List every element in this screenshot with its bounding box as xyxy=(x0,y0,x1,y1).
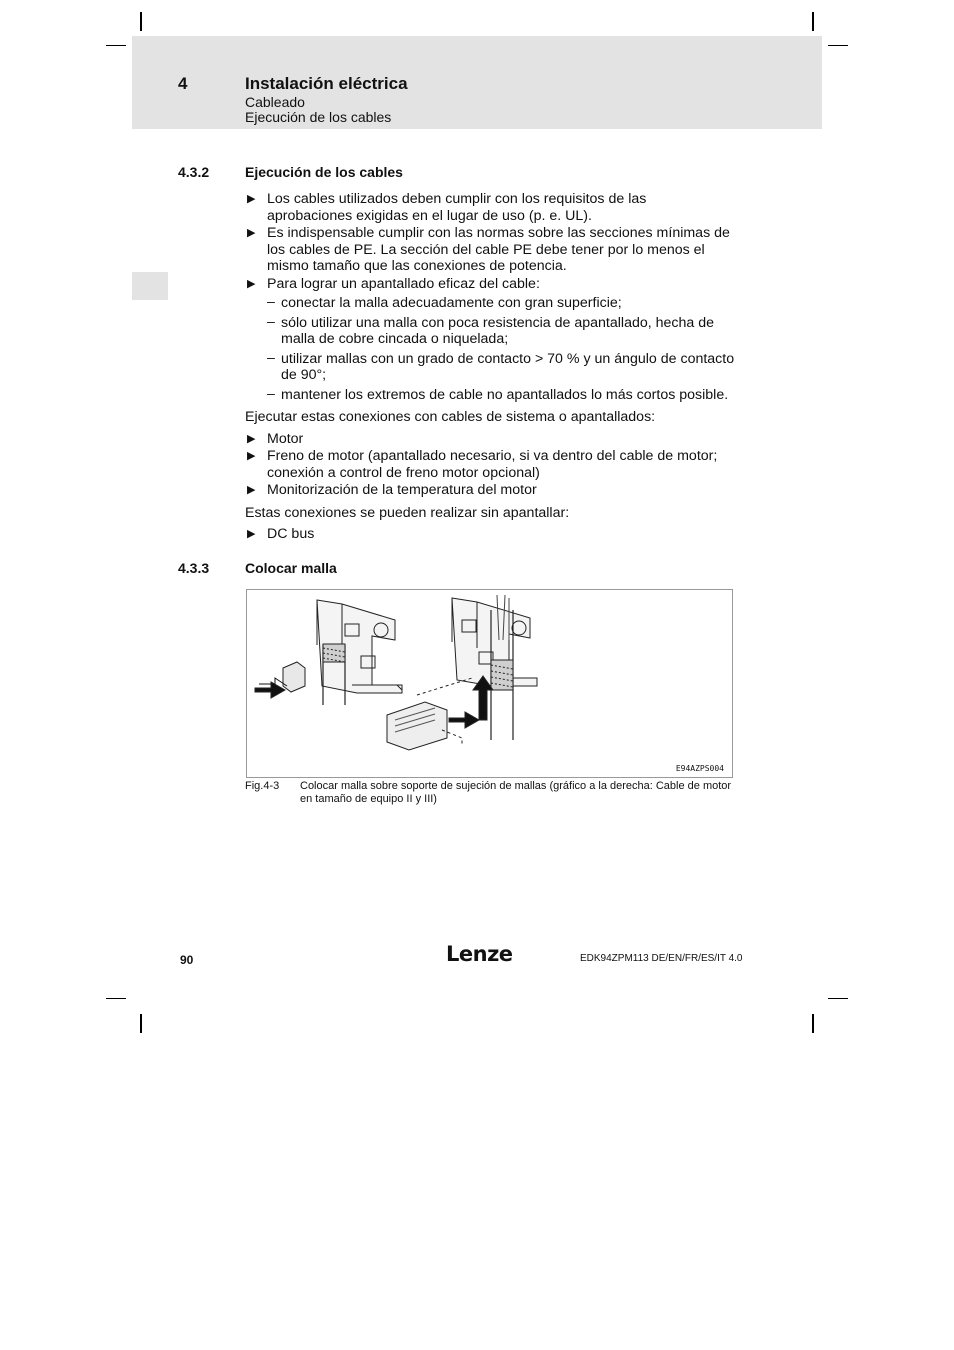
list-item: ▶ Freno de motor (apantallado necesario, si va dentro del cable de motor; conexión a control de freno motor opcional) xyxy=(247,448,718,481)
dash-icon: – xyxy=(267,313,275,330)
list-item: ▶ Monitorización de la temperatura del motor xyxy=(247,482,537,498)
sub-list-item: – conectar la malla adecuadamente con gran superficie; xyxy=(267,294,622,311)
sub-list-item: – sólo utilizar una malla con poca resistencia de apantallado, hecha de malla de cobre cincada o niquelada; xyxy=(267,313,714,347)
bullet-triangle-icon: ▶ xyxy=(247,432,256,445)
dash-icon: – xyxy=(267,294,275,310)
figure-code: E94AZPS004 xyxy=(675,764,724,773)
shield-clamp-illustration xyxy=(247,590,732,777)
lenze-logo: Lenze xyxy=(446,942,513,966)
dash-icon: – xyxy=(267,349,275,366)
bullet-triangle-icon: ▶ xyxy=(247,528,256,540)
bullet-triangle-icon: ▶ xyxy=(247,193,256,205)
crop-mark xyxy=(140,12,142,31)
section-number: 4.3.2 xyxy=(178,164,210,180)
crop-mark xyxy=(106,998,126,999)
header-band xyxy=(132,36,822,129)
crop-mark xyxy=(828,45,848,46)
crop-mark xyxy=(106,45,126,46)
section-title: Colocar malla xyxy=(245,560,337,576)
paragraph: Estas conexiones se pueden realizar sin apantallar: xyxy=(245,504,570,521)
breadcrumb-sub2: Ejecución de los cables xyxy=(245,109,392,125)
list-item: ▶ Motor xyxy=(247,430,304,447)
breadcrumb-sub1: Cableado xyxy=(245,94,305,110)
figure-label: Fig.4-3 xyxy=(245,780,280,792)
chapter-number: 4 xyxy=(178,74,188,93)
list-item: ▶ Es indispensable cumplir con las normas sobre las secciones mínimas de los cables de PE. La sección del cable PE debe tener por lo menos el mismo tamaño que las conexiones de potencia. xyxy=(247,225,730,274)
paragraph: Ejecutar estas conexiones con cables de sistema o apantallados: xyxy=(245,409,656,425)
bullet-triangle-icon: ▶ xyxy=(247,484,256,496)
dash-icon: – xyxy=(267,385,275,402)
figure-frame xyxy=(246,589,733,778)
crop-mark xyxy=(140,1014,142,1033)
crop-mark xyxy=(812,1014,814,1033)
sub-list-item: – utilizar mallas con un grado de contacto > 70 % y un ángulo de contacto de 90°; xyxy=(267,349,735,383)
list-item: ▶ Los cables utilizados deben cumplir con los requisitos de las aprobaciones exigidas en el lugar de uso (p. e. UL). xyxy=(247,191,647,224)
side-tab-marker xyxy=(132,272,168,300)
bullet-triangle-icon: ▶ xyxy=(247,227,256,239)
list-item: ▶ DC bus xyxy=(247,526,315,542)
list-item: ▶ Para lograr un apantallado eficaz del cable: xyxy=(247,275,540,292)
page-number: 90 xyxy=(180,953,194,967)
bullet-triangle-icon: ▶ xyxy=(247,277,256,290)
document-id: EDK94ZPM113 DE/EN/FR/ES/IT 4.0 xyxy=(580,953,743,964)
crop-mark xyxy=(828,998,848,999)
bullet-triangle-icon: ▶ xyxy=(247,450,256,462)
section-number: 4.3.3 xyxy=(178,560,210,576)
crop-mark xyxy=(812,12,814,31)
section-title: Ejecución de los cables xyxy=(245,164,403,180)
section-body xyxy=(245,191,735,544)
figure-caption: Colocar malla sobre soporte de sujeción de mallas (gráfico a la derecha: Cable de motor en tamaño de equipo II y III) xyxy=(300,780,732,805)
chapter-title: Instalación eléctrica xyxy=(245,74,408,93)
sub-list-item: – mantener los extremos de cable no apantallados lo más cortos posible. xyxy=(267,385,729,403)
